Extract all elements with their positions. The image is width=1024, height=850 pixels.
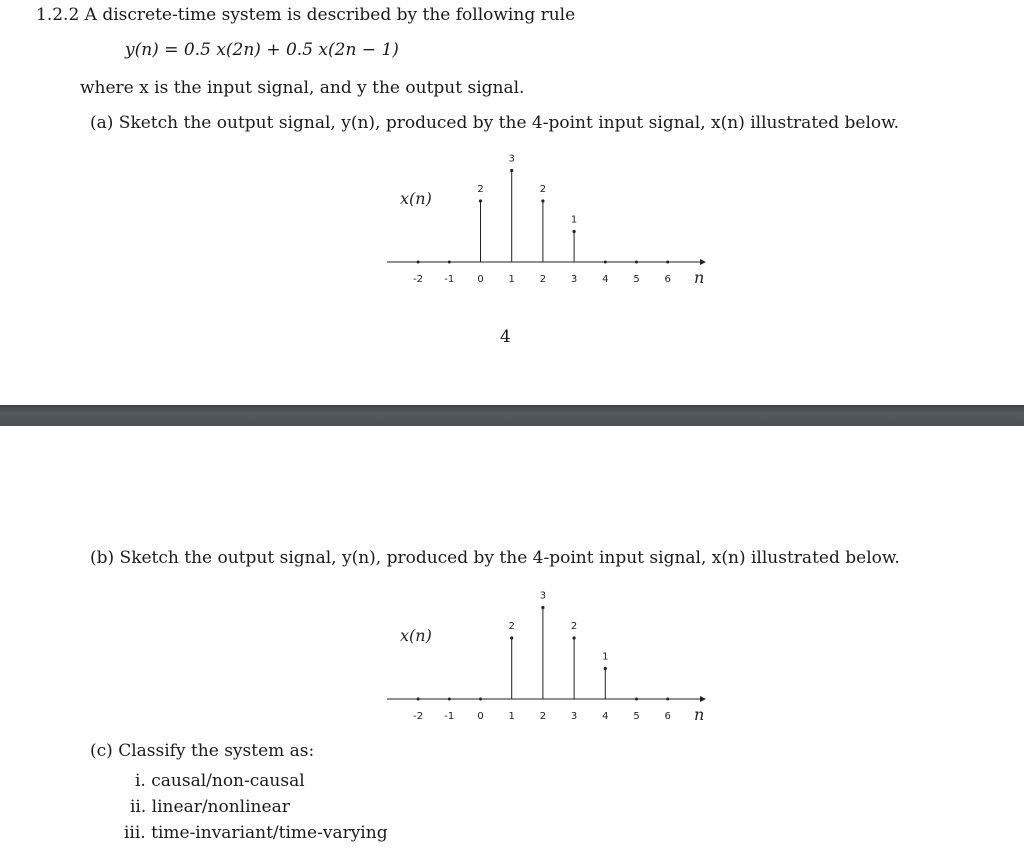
x-tick-label: -2 bbox=[413, 711, 424, 722]
page-divider bbox=[0, 405, 1024, 426]
part-c-item-3: iii. time-invariant/time-varying bbox=[124, 823, 388, 843]
x-tick-label: 4 bbox=[602, 274, 609, 285]
stem-point bbox=[510, 636, 513, 639]
stem-point bbox=[417, 698, 420, 701]
stem-point bbox=[541, 606, 544, 609]
stem-point bbox=[604, 261, 607, 264]
x-tick-label: 3 bbox=[570, 711, 578, 722]
x-tick-label: 0 bbox=[477, 711, 484, 722]
x-axis-arrow bbox=[700, 259, 706, 265]
stem-plot-a bbox=[370, 140, 720, 290]
x-tick-label: 1 bbox=[508, 711, 515, 722]
x-tick-label: 5 bbox=[633, 711, 640, 722]
stem-point bbox=[573, 636, 576, 639]
stem-point bbox=[448, 261, 451, 264]
page-number: 4 bbox=[500, 327, 511, 347]
x-axis-label: n bbox=[694, 268, 705, 287]
x-tick-label: 0 bbox=[477, 274, 484, 285]
stem-point bbox=[666, 698, 669, 701]
stem-point bbox=[573, 230, 576, 233]
data-label: 2 bbox=[477, 184, 484, 195]
stem-point bbox=[448, 698, 451, 701]
data-label: 2 bbox=[570, 621, 578, 632]
stem-point bbox=[541, 199, 544, 202]
part-c-text: (c) Classify the system as: bbox=[90, 741, 315, 761]
x-tick-label: 5 bbox=[633, 274, 640, 285]
x-tick-label: 2 bbox=[539, 274, 547, 285]
part-c-item-1: i. causal/non-causal bbox=[135, 771, 305, 791]
x-tick-label: 4 bbox=[602, 711, 609, 722]
x-tick-label: -1 bbox=[444, 711, 455, 722]
stem-point bbox=[510, 169, 513, 172]
stem-point bbox=[479, 199, 482, 202]
data-label: 3 bbox=[539, 590, 547, 602]
stem-point bbox=[604, 667, 607, 670]
y-axis-label: x(n) bbox=[400, 626, 432, 645]
x-tick-label: 1 bbox=[508, 274, 515, 285]
x-tick-label: 3 bbox=[570, 274, 578, 285]
y-axis-label: x(n) bbox=[400, 189, 432, 208]
data-label: 2 bbox=[539, 184, 547, 195]
x-tick-label: 2 bbox=[539, 711, 547, 722]
part-a-text: (a) Sketch the output signal, y(n), produced by the 4-point input signal, x(n) illustrated below. bbox=[90, 113, 900, 133]
stem-point bbox=[479, 698, 482, 701]
where-text: where x is the input signal, and y the output signal. bbox=[80, 78, 525, 98]
problem-header bbox=[36, 5, 575, 25]
data-label: 2 bbox=[508, 621, 515, 632]
x-axis-arrow bbox=[700, 696, 706, 702]
data-label: 1 bbox=[602, 651, 609, 663]
data-label: 1 bbox=[570, 214, 578, 226]
system-equation: y(n) = 0.5 x(2n) + 0.5 x(2n − 1) bbox=[125, 40, 399, 60]
stem-point bbox=[417, 261, 420, 264]
data-label: 3 bbox=[508, 153, 515, 165]
stem-point bbox=[666, 261, 669, 264]
x-tick-label: 6 bbox=[664, 274, 671, 285]
problem-intro: A discrete-time system is described by the following rule bbox=[84, 5, 576, 25]
stem-point bbox=[635, 698, 638, 701]
stem-plot-b bbox=[370, 577, 720, 727]
x-tick-label: -1 bbox=[444, 274, 455, 285]
x-tick-label: -2 bbox=[413, 274, 424, 285]
problem-number: 1.2.2 bbox=[36, 5, 80, 25]
part-b-text: (b) Sketch the output signal, y(n), produced by the 4-point input signal, x(n) illustrated below. bbox=[90, 548, 900, 568]
x-axis-label: n bbox=[694, 705, 705, 724]
part-c-item-2: ii. linear/nonlinear bbox=[130, 797, 290, 817]
x-tick-label: 6 bbox=[664, 711, 671, 722]
stem-point bbox=[635, 261, 638, 264]
